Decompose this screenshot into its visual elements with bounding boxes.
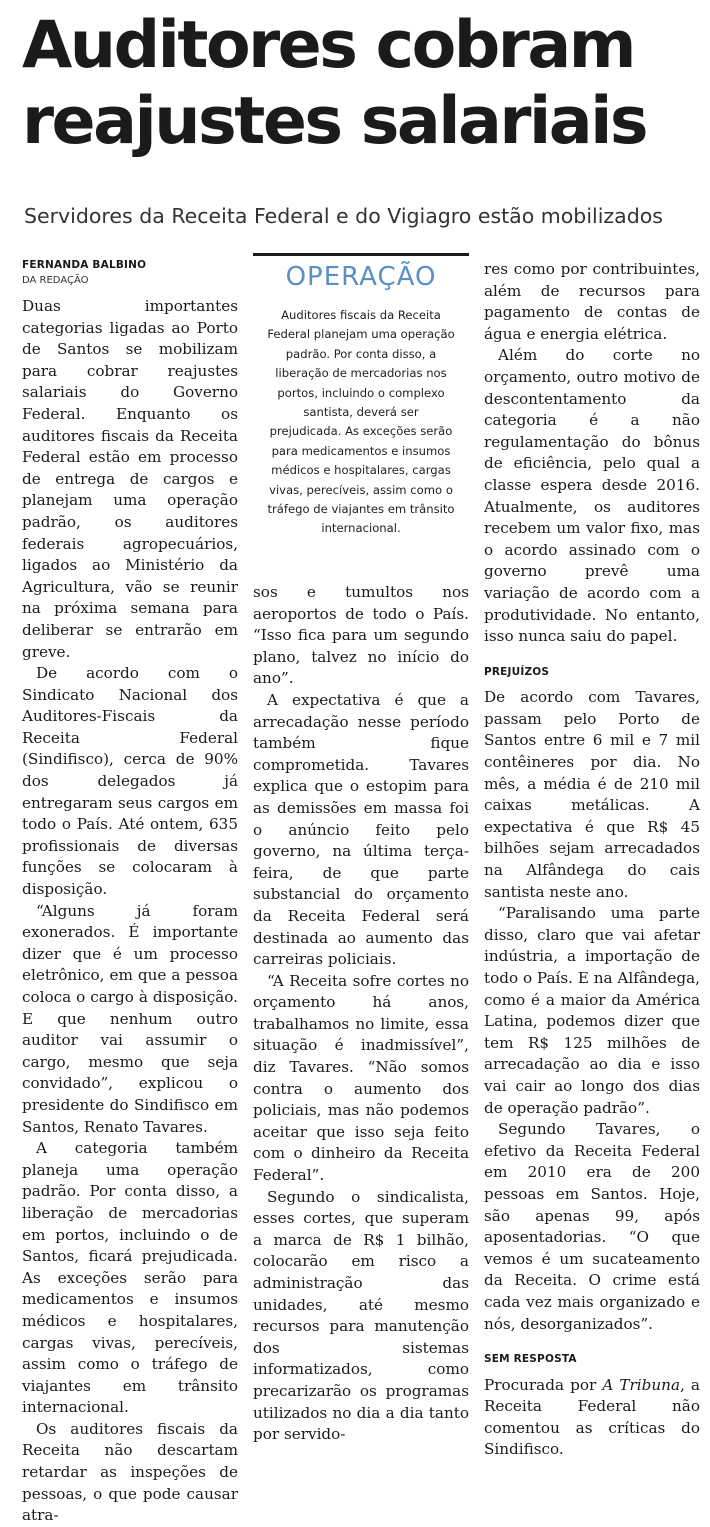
newspaper-name: A Tribuna <box>602 1375 680 1394</box>
text-run: , a Receita Federal não comentou as críticas do Sindifisco. <box>484 1375 700 1459</box>
paragraph: Segundo o sindicalista, esses cortes, que superam a marca de R$ 1 bilhão, colocarão em risco a administração das unidades, até mesmo recursos para manutenção dos sistemas informatizados, como precarizarão os programas utilizados no dia a dia tanto por servido- <box>253 1187 469 1444</box>
paragraph: Os auditores fiscais da Receita não descartam retardar as inspeções de pessoas, o que pode causar atra- <box>22 1419 238 1525</box>
paragraph: Duas importantes categorias ligadas ao Porto de Santos se mobilizam para cobrar reajustes salariais do Governo Federal. Enquanto os auditores fiscais da Receita Federal estão em processo de entrega de cargos e planejam uma operação padrão, os auditores federais agropecuários, ligados ao Ministério da Agricultura, vão se reunir na próxima semana para deliberar se entrarão em greve. <box>22 297 238 661</box>
headline: Auditores cobram reajustes salariais <box>22 8 647 159</box>
paragraph <box>484 1375 700 1461</box>
article-column-1 <box>22 296 238 1525</box>
sidebar-box-operacao <box>253 253 469 561</box>
paragraph: A categoria também planeja uma operação padrão. Por conta disso, a liberação de mercadorias em portos, incluindo o de Santos, ficará prejudicada. As exceções serão para medicamentos e insumos médicos e hospitalares, cargas vivas, perecíveis, assim como o tráfego de viajantes em trânsito internacional. <box>22 1139 238 1417</box>
paragraph: A expectativa é que a arrecadação nesse período também fique comprometida. Tavares explica que o estopim para as demissões em massa foi o anúncio feito pelo governo, na última terça-feira, de que parte substancial do orçamento da Receita Federal será destinada ao aumento das carreiras policiais. <box>253 690 469 969</box>
paragraph: De acordo com Tavares, passam pelo Porto de Santos entre 6 mil e 7 mil contêineres por dia. No mês, a média é de 210 mil caixas metálicas. A expectativa é que R$ 45 bilhões sejam arrecadados na Alfândega do cais santista neste ano. <box>484 688 700 901</box>
sidebar-box-title: OPERAÇÃO <box>285 262 437 292</box>
text-run: Procurada por <box>484 1375 603 1394</box>
paragraph: Segundo Tavares, o efetivo da Receita Federal em 2010 era de 200 pessoas em Santos. Hoje, são apenas 99, após aposentadorias. “O que vemos é um sucateamento da Receita. O crime está cada vez mais organizado e nós, desorganizados”. <box>484 1120 700 1333</box>
sidebar-box-text: Auditores fiscais da Receita Federal planejam uma operação padrão. Por conta disso, a liberação de mercadorias nos portos, incluindo o complexo santista, deverá ser prejudicada. As exceções serão para medicamentos e insumos médicos e hospitalares, cargas vivas, perecíveis, assim como o tráfego de viajantes em trânsito internacional. <box>267 308 455 536</box>
author-name: FERNANDA BALBINO <box>22 259 147 271</box>
subtitle: Servidores da Receita Federal e do Vigiagro estão mobilizados <box>24 204 663 228</box>
article-column-3 <box>484 259 700 1459</box>
subhead-prejuizos: PREJUÍZOS <box>484 665 550 678</box>
paragraph: “Alguns já foram exonerados. É importante dizer que é um processo eletrônico, em que a pessoa coloca o cargo à disposição. E que nenhum outro auditor vai assumir o cargo, mesmo que seja convidado”, explicou o presidente do Sindifisco em Santos, Renato Tavares. <box>22 901 238 1136</box>
paragraph: “A Receita sofre cortes no orçamento há anos, trabalhamos no limite, essa situação é inadmissível”, diz Tavares. “Não somos contra o aumento dos policiais, mas não podemos aceitar que isso seja feito com o dinheiro da Receita Federal”. <box>253 971 469 1185</box>
author-role: DA REDAÇÃO <box>22 275 89 286</box>
paragraph: De acordo com o Sindicato Nacional dos Auditores-Fiscais da Receita Federal (Sindifisco), cerca de 90% dos delegados já entregaram seus cargos em todo o País. Até ontem, 635 profissionais de diversas funções se colocaram à disposição. <box>22 664 238 899</box>
paragraph: Além do corte no orçamento, outro motivo de descontentamento da categoria é a não regulamentação do bônus de eficiência, pelo qual a classe espera desde 2016. Atualmente, os auditores recebem um valor fixo, mas o acordo assinado com o governo prevê uma variação de acordo com a produtividade. No entanto, isso nunca saiu do papel. <box>484 346 700 646</box>
subhead-sem-resposta: SEM RESPOSTA <box>484 1353 577 1366</box>
paragraph: res como por contribuintes, além de recursos para pagamento de contas de água e energia elétrica. <box>484 260 700 343</box>
paragraph: “Paralisando uma parte disso, claro que vai afetar indústria, a importação de todo o País. E na Alfândega, como é a maior da América Latina, podemos dizer que tem R$ 125 milhões de arrecadação ao dia e isso vai cair ao longo dos dias de operação padrão”. <box>484 904 700 1117</box>
paragraph: sos e tumultos nos aeroportos de todo o País. “Isso fica para um segundo plano, talvez no início do ano”. <box>253 583 469 688</box>
byline <box>22 259 238 286</box>
article-column-2 <box>253 582 469 1444</box>
